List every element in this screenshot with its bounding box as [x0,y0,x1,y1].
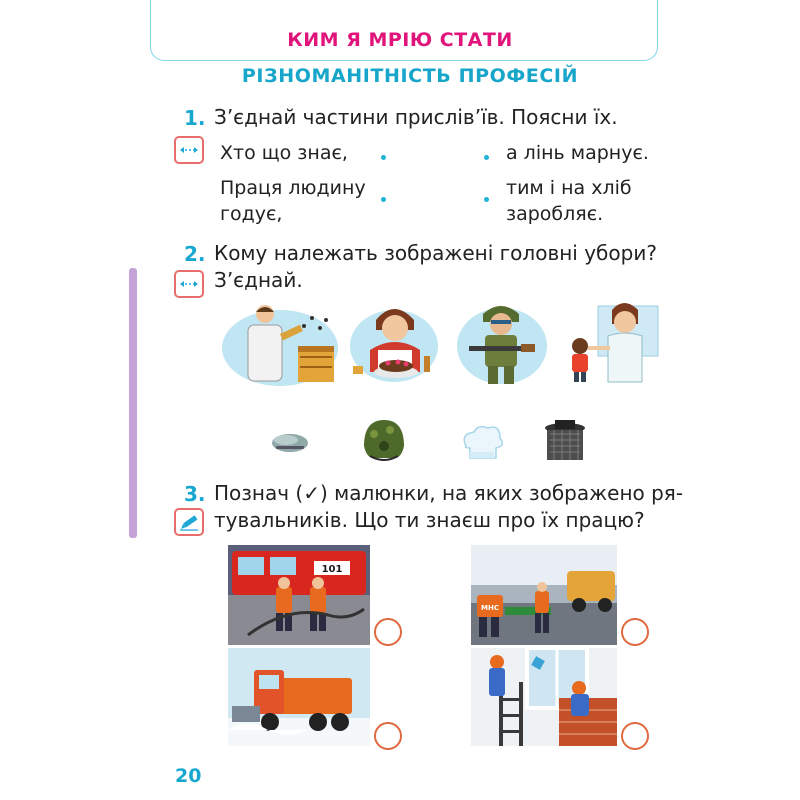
rescue-badge: МНС [481,604,499,612]
snowplow-picture[interactable] [228,648,370,746]
task2-text-line2: З’єднай. [214,268,303,292]
task2-text-line1: Кому належать зображені головні убори? [214,241,657,265]
page-number: 20 [175,765,202,787]
chapter-title: КИМ Я МРІЮ СТАТИ [287,29,513,51]
connect-dot[interactable] [381,155,386,160]
builders-picture[interactable] [471,648,617,746]
page-edge-strip [129,268,137,538]
connect-dot[interactable] [484,155,489,160]
task2-number: 2. [184,242,206,266]
connect-dot[interactable] [484,197,489,202]
section-title: РІЗНОМАНІТНІСТЬ ПРОФЕСІЙ [241,65,579,87]
rescuers-picture[interactable] [471,545,617,645]
truck-number: 101 [321,564,343,575]
task1-number: 1. [184,106,206,130]
task3-text-line2: тувальників. Що ти знаєш про їх працю? [214,508,645,532]
checkbox-firefighters[interactable] [374,618,402,646]
pencil-icon [174,508,204,536]
beekeeper-illustration[interactable] [220,298,340,390]
proverb-right-1: а лінь марнує. [506,142,649,164]
chef-hat-icon[interactable] [458,424,506,462]
task3-text-line1: Познач (✓) малюнки, на яких зображено ря- [214,481,684,505]
checkbox-builders[interactable] [621,722,649,750]
proverb-left-2a: Праця людину [220,177,366,199]
beekeeper-hat-icon[interactable] [540,416,590,466]
beret-icon[interactable] [268,427,312,457]
proverb-right-2b: заробляє. [506,203,604,225]
checkbox-rescuers[interactable] [621,618,649,646]
proverb-left-1: Хто що знає, [220,142,348,164]
task1-text: З’єднай частини прислів’їв. Поясни їх. [214,105,618,129]
soldier-illustration[interactable] [455,300,549,386]
checkbox-snowplow[interactable] [374,722,402,750]
proverb-right-2a: тим і на хліб [506,177,632,199]
connect-icon [174,136,204,164]
task3-number: 3. [184,482,206,506]
pastry-chef-illustration[interactable] [348,300,440,384]
connect-icon [174,270,204,298]
connect-dot[interactable] [381,197,386,202]
doctor-illustration[interactable] [568,298,664,384]
military-helmet-icon[interactable] [360,416,408,466]
proverb-left-2b: годує, [220,203,283,225]
firefighters-picture[interactable] [228,545,370,645]
